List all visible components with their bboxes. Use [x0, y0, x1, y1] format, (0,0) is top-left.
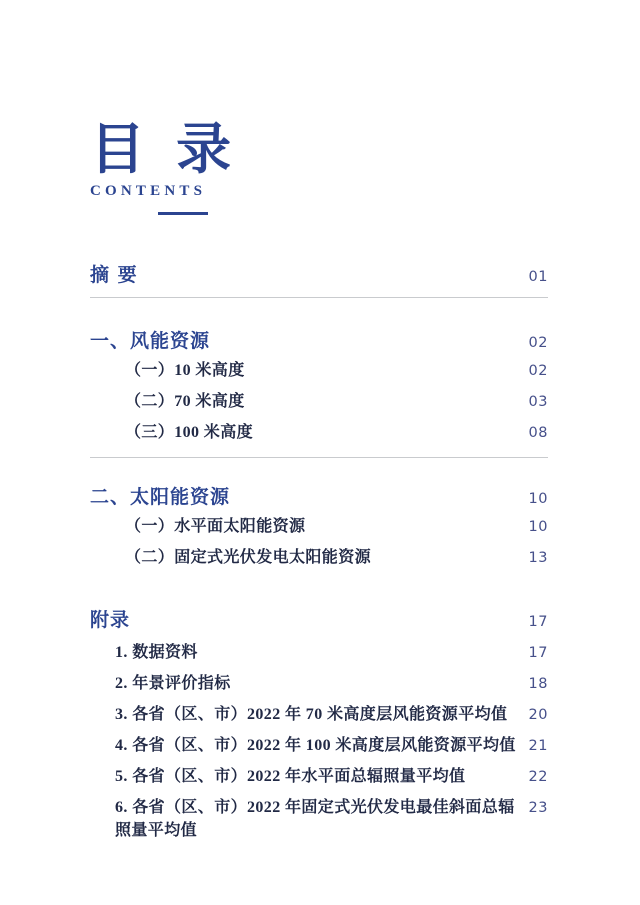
toc-entry-wind-resources[interactable] — [90, 326, 548, 352]
toc-entry-label: 1. 数据资料 — [115, 644, 198, 661]
toc-entry-label: 附录 — [90, 609, 131, 631]
toc-header — [90, 116, 548, 215]
title-underline-rule — [158, 212, 208, 215]
toc-entry-abstract[interactable] — [90, 260, 548, 286]
page-number: 17 — [528, 645, 548, 661]
page-number: 03 — [528, 394, 548, 410]
toc-entry-label: 2. 年景评价指标 — [115, 675, 231, 692]
page-number: 22 — [528, 769, 548, 785]
table-of-contents — [90, 260, 548, 839]
page-number: 02 — [528, 335, 548, 351]
toc-entry-wind-100m[interactable] — [90, 419, 548, 439]
page-title-english: CONTENTS — [90, 183, 207, 199]
section-divider — [90, 297, 548, 298]
page-content — [90, 0, 548, 839]
toc-entry-label: （一）水平面太阳能资源 — [125, 518, 306, 535]
toc-entry-label: 摘 要 — [90, 264, 138, 286]
toc-entry-label: 3. 各省（区、市）2022 年 70 米高度层风能资源平均值 — [115, 706, 508, 723]
page-number: 01 — [528, 269, 548, 285]
page-number: 18 — [528, 676, 548, 692]
toc-entry-solar-resources[interactable] — [90, 482, 548, 508]
toc-entry-label: （三）100 米高度 — [125, 424, 254, 441]
toc-entry-label: （二）70 米高度 — [125, 393, 245, 410]
toc-entry-solar-fixed-pv[interactable] — [90, 544, 548, 564]
toc-entry-appendix-4[interactable] — [90, 732, 548, 752]
page-number: 10 — [528, 519, 548, 535]
page-number: 17 — [528, 614, 548, 630]
toc-entry-solar-horizontal[interactable] — [90, 513, 548, 533]
page-number: 02 — [528, 363, 548, 379]
toc-entry-label: 一、风能资源 — [90, 330, 211, 352]
toc-entry-label: 二、太阳能资源 — [90, 486, 231, 508]
page-number: 13 — [528, 550, 548, 566]
toc-entry-wind-70m[interactable] — [90, 388, 548, 408]
page-title-chinese: 目 录 — [90, 116, 238, 181]
toc-entry-appendix-6[interactable] — [90, 794, 548, 839]
toc-entry-appendix-2[interactable] — [90, 670, 548, 690]
toc-entry-appendix[interactable] — [90, 605, 548, 631]
toc-entry-appendix-3[interactable] — [90, 701, 548, 721]
page-number: 21 — [528, 738, 548, 754]
page-number: 10 — [528, 491, 548, 507]
section-divider — [90, 457, 548, 458]
page-number: 23 — [528, 800, 548, 816]
toc-entry-wind-10m[interactable] — [90, 357, 548, 377]
toc-entry-label: 6. 各省（区、市）2022 年固定式光伏发电最佳斜面总辐照量平均值 — [115, 799, 515, 839]
page-number: 20 — [528, 707, 548, 723]
toc-entry-appendix-1[interactable] — [90, 639, 548, 659]
page-number: 08 — [528, 425, 548, 441]
toc-entry-appendix-5[interactable] — [90, 763, 548, 783]
toc-entry-label: （二）固定式光伏发电太阳能资源 — [125, 549, 372, 566]
toc-entry-label: 4. 各省（区、市）2022 年 100 米高度层风能资源平均值 — [115, 737, 516, 754]
toc-entry-label: 5. 各省（区、市）2022 年水平面总辐照量平均值 — [115, 768, 466, 785]
toc-entry-label: （一）10 米高度 — [125, 362, 245, 379]
